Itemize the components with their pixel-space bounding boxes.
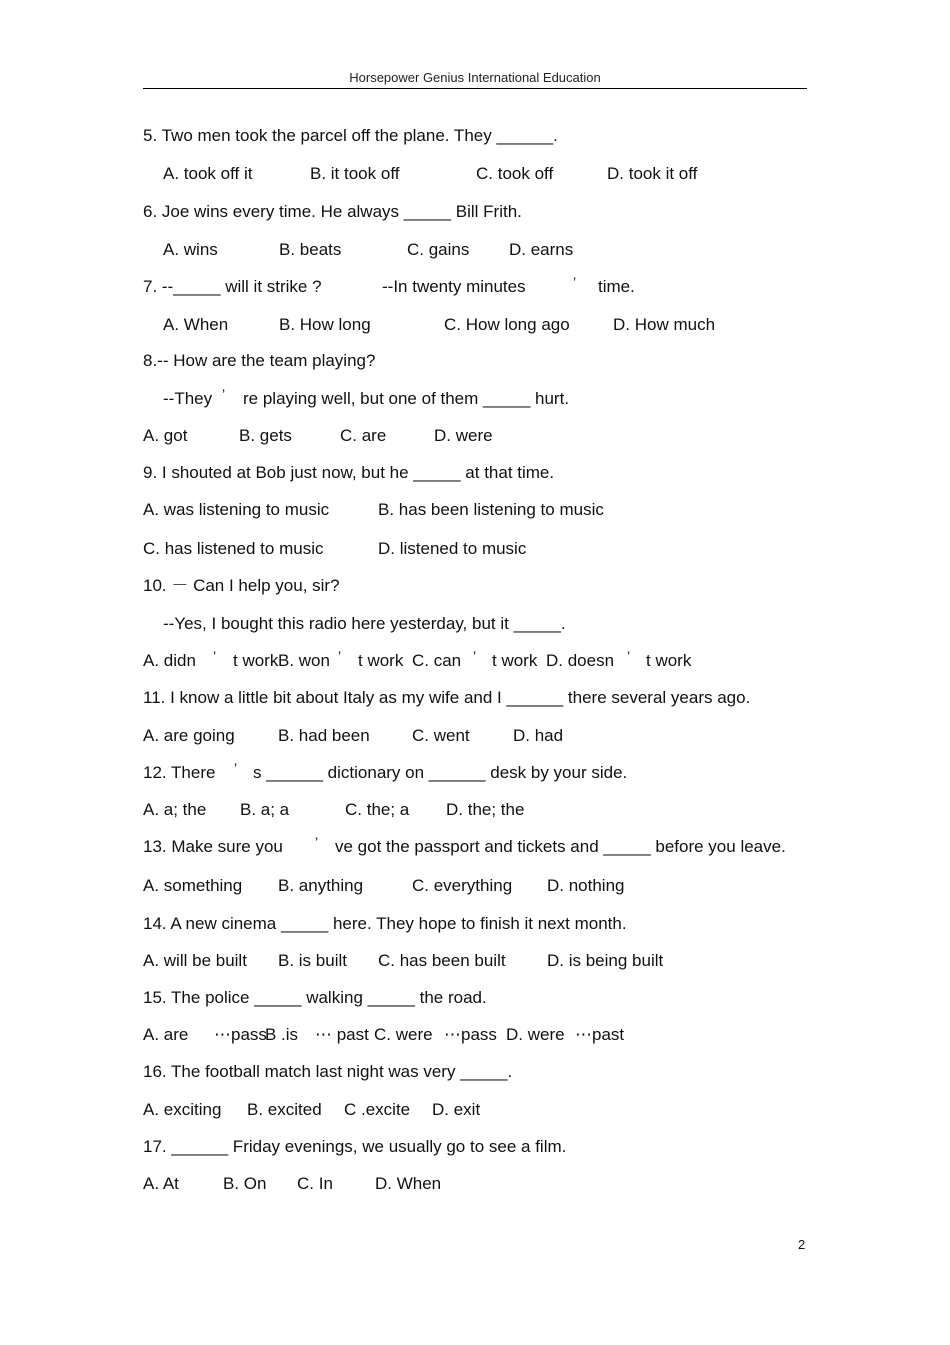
question-12-option-d: D. the; the [446, 800, 525, 819]
question-15-option-a-end: ⋯pass [214, 1025, 267, 1044]
question-17-option-c: C. In [297, 1174, 333, 1193]
question-6-option-d: D. earns [509, 240, 574, 259]
question-10-option-d-end: t work [646, 651, 692, 670]
page-header: Horsepower Genius International Education [349, 70, 601, 85]
question-12-option-b: B. a; a [240, 800, 290, 819]
question-7-answer-end: time. [598, 277, 635, 296]
question-15-stem: 15. The police _____ walking _____ the road. [143, 988, 487, 1007]
question-16-stem: 16. The football match last night was very _____. [143, 1062, 513, 1081]
question-15-option-a: A. are [143, 1025, 189, 1044]
question-10-stem: 10. － Can I help you, sir? [143, 576, 340, 595]
question-15-option-b: B .is [265, 1025, 299, 1044]
question-12-option-a: A. a; the [143, 800, 207, 819]
question-7-option-c: C. How long ago [444, 315, 570, 334]
question-13-stem: 13. Make sure you [143, 837, 283, 856]
page-number: 2 [798, 1237, 806, 1252]
question-6-option-a: A. wins [163, 240, 218, 259]
question-10-option-c-end: t work [492, 651, 538, 670]
question-8-option-c: C. are [340, 426, 387, 445]
question-11-option-a: A. are going [143, 726, 235, 745]
question-9-stem: 9. I shouted at Bob just now, but he _____ at that time. [143, 463, 555, 482]
question-14-option-b: B. is built [278, 951, 347, 970]
question-17-option-b: B. On [223, 1174, 267, 1193]
question-7-stem: 7. --_____ will it strike ? [143, 277, 322, 296]
question-17-option-a: A. At [143, 1174, 179, 1193]
question-17-option-d: D. When [375, 1174, 442, 1193]
question-13-option-a: A. something [143, 876, 243, 895]
question-14-option-d: D. is being built [547, 951, 664, 970]
question-9-option-b: B. has been listening to music [378, 500, 604, 519]
question-5-option-a: A. took off it [163, 164, 253, 183]
question-15-option-b-end: ⋯ past [315, 1025, 369, 1044]
question-9-option-d: D. listened to music [378, 539, 527, 558]
question-8-option-d: D. were [434, 426, 493, 445]
question-12-stem: 12. There [143, 763, 216, 782]
question-10-option-d: D. doesn [546, 651, 615, 670]
apostrophe: ’ [213, 648, 217, 664]
question-5-option-c: C. took off [476, 164, 554, 183]
question-16-option-a: A. exciting [143, 1100, 222, 1119]
question-14-stem: 14. A new cinema _____ here. They hope to finish it next month. [143, 914, 627, 933]
question-15-option-d-end: ⋯past [575, 1025, 625, 1044]
question-8-reply-start: --They [163, 389, 213, 408]
question-9-option-a: A. was listening to music [143, 500, 330, 519]
question-5-option-b: B. it took off [310, 164, 400, 183]
question-7-option-a: A. When [163, 315, 229, 334]
apostrophe: ’ [315, 834, 319, 850]
question-10-reply: --Yes, I bought this radio here yesterday, but it _____. [163, 614, 566, 633]
question-16-option-d: D. exit [432, 1100, 481, 1119]
question-15-option-d: D. were [506, 1025, 565, 1044]
question-14-option-a: A. will be built [143, 951, 247, 970]
question-10-option-b-end: t work [358, 651, 404, 670]
question-16-option-c: C .excite [344, 1100, 411, 1119]
question-11-option-b: B. had been [278, 726, 370, 745]
question-11-option-c: C. went [412, 726, 470, 745]
apostrophe: ’ [222, 386, 226, 402]
question-8-stem: 8.-- How are the team playing? [143, 351, 376, 370]
apostrophe: ’ [338, 648, 342, 664]
question-6-option-b: B. beats [279, 240, 342, 259]
question-13-option-b: B. anything [278, 876, 364, 895]
question-15-option-c-end: ⋯pass [444, 1025, 497, 1044]
question-8-option-a: A. got [143, 426, 188, 445]
header-rule [143, 88, 807, 89]
question-5-stem: 5. Two men took the parcel off the plane. They ______. [143, 126, 558, 145]
question-7-option-d: D. How much [613, 315, 716, 334]
question-8-reply: re playing well, but one of them _____ hurt. [243, 389, 570, 408]
question-11-stem: 11. I know a little bit about Italy as my wife and I ______ there several years ago. [143, 688, 751, 707]
question-13-option-d: D. nothing [547, 876, 625, 895]
question-10-option-c: C. can [412, 651, 462, 670]
question-17-stem: 17. ______ Friday evenings, we usually go to see a film. [143, 1137, 567, 1156]
question-16-option-b: B. excited [247, 1100, 322, 1119]
question-10-option-a-end: t work [233, 651, 279, 670]
question-13-option-c: C. everything [412, 876, 513, 895]
question-11-option-d: D. had [513, 726, 564, 745]
apostrophe: ’ [627, 648, 631, 664]
question-10-option-b: B. won [278, 651, 330, 670]
question-12-option-c: C. the; a [345, 800, 410, 819]
question-13-stem-end: ve got the passport and tickets and _____ before you leave. [335, 837, 786, 856]
question-6-stem: 6. Joe wins every time. He always _____ Bill Frith. [143, 202, 522, 221]
question-15-option-c: C. were [374, 1025, 433, 1044]
question-8-option-b: B. gets [239, 426, 292, 445]
apostrophe: ’ [473, 648, 477, 664]
question-12-stem-end: s ______ dictionary on ______ desk by your side. [253, 763, 628, 782]
question-9-option-c: C. has listened to music [143, 539, 324, 558]
question-10-option-a: A. didn [143, 651, 196, 670]
question-6-option-c: C. gains [407, 240, 470, 259]
question-7-answer: --In twenty minutes [382, 277, 526, 296]
apostrophe: ’ [573, 274, 577, 290]
question-14-option-c: C. has been built [378, 951, 506, 970]
apostrophe: ’ [234, 760, 238, 776]
question-7-option-b: B. How long [279, 315, 371, 334]
question-5-option-d: D. took it off [607, 164, 698, 183]
